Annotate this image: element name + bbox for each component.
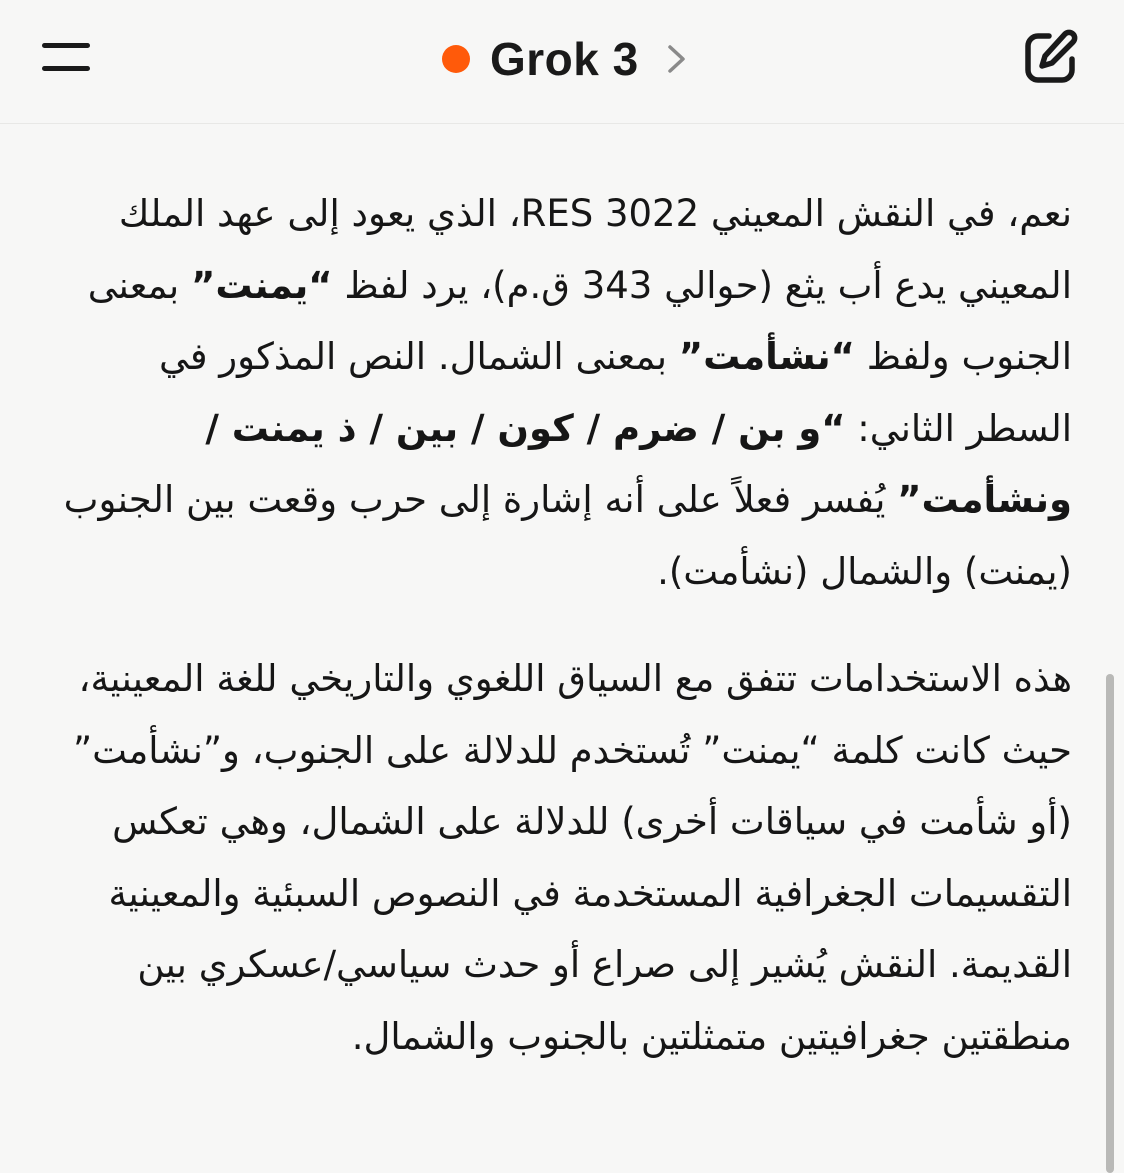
- assistant-message: [48, 178, 1072, 1108]
- message-paragraph: هذه الاستخدامات تتفق مع السياق اللغوي والتاريخي للغة المعينية، حيث كانت كلمة “يمنت” تُستخدم للدلالة على الجنوب، و”نشأمت” (أو شأمت في سياقات أخرى) للدلالة على الشمال، وهي تعكس التقسيمات الجغرافية المستخدمة في النصوص السبئية والمعينية القديمة. النقش يُشير إلى صراع أو حدث سياسي/عسكري بين منطقتين جغرافيتين متمثلتين بالجنوب والشمال.: [72, 657, 1072, 1058]
- message-text: نعم، في النقش المعيني RES 3022، الذي يعود إلى عهد الملك المعيني يدع أب يثع (حوالي 343 ق.م)، يرد لفظ: [118, 192, 1072, 307]
- message-text: بمعنى الجنوب ولفظ: [87, 263, 1072, 378]
- hamburger-menu-icon[interactable]: [36, 34, 98, 84]
- message-text: بمعنى الشمال. النص المذكور في السطر الثاني:: [159, 335, 1072, 450]
- new-chat-edit-icon[interactable]: [1018, 24, 1084, 90]
- scrollbar-thumb[interactable]: [1106, 674, 1114, 1173]
- message-bold-text: “يمنت”: [191, 263, 333, 307]
- chevron-right-icon: [665, 41, 689, 77]
- message-text: يُفسر فعلاً على أنه إشارة إلى حرب وقعت بين الجنوب (يمنت) والشمال (نشأمت).: [63, 478, 1072, 593]
- menu-bar-top: [42, 43, 90, 48]
- menu-bar-bottom: [42, 66, 90, 71]
- status-dot-icon: [442, 45, 470, 73]
- app-header: [0, 0, 1124, 124]
- model-name: Grok 3: [490, 33, 639, 85]
- message-bold-text: “و بن / ضرم / كون / بين / ذ يمنت / ونشأمت”: [205, 406, 1072, 521]
- message-paragraph: [48, 178, 1072, 607]
- chat-content[interactable]: [0, 124, 1124, 1173]
- message-bold-text: “نشأمت”: [678, 335, 855, 378]
- model-selector[interactable]: [432, 26, 702, 92]
